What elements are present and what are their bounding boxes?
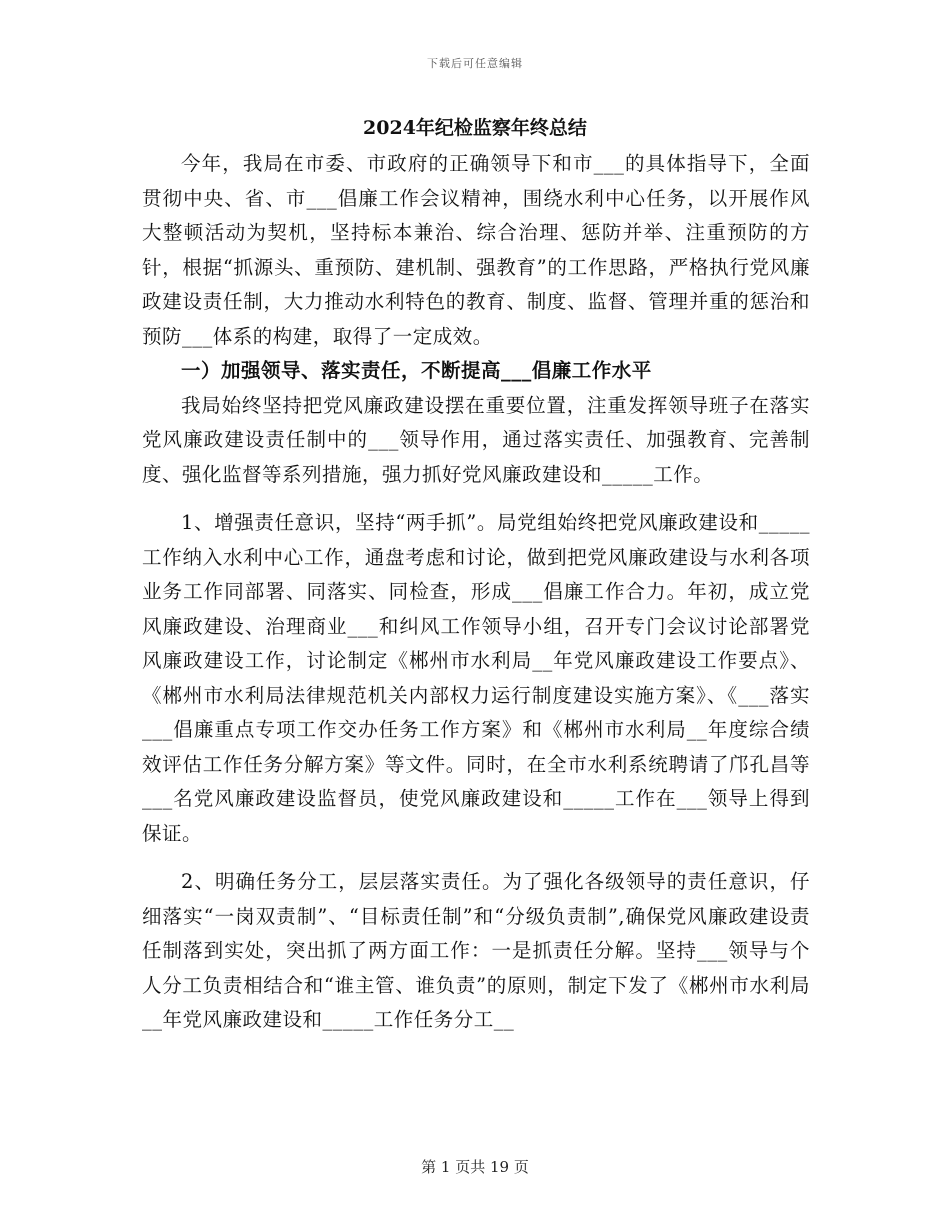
item-1-paragraph: 1、增强责任意识，坚持“两手抓”。局党组始终把党风廉政建设和_____工作纳入水利中心工作，通盘考虑和讨论，做到把党风廉政建设与水利各项业务工作同部署、同落实、同检查，形成___倡廉工作合力。年初，成立党风廉政建设、治理商业___和纠风工作领导小组，召开专门会议讨论部署党风廉政建设工作，讨论制定《郴州市水利局__年党风廉政建设工作要点》、《郴州市水利局法律规范机关内部权力运行制度建设实施方案》、《___落实___倡廉重点专项工作交办任务工作方案》和《郴州市水利局__年度综合绩效评估工作任务分解方案》等文件。同时，在全市水利系统聘请了邝孔昌等___名党风廉政建设监督员，使党风廉政建设和_____工作在___领导上得到保证。 — [142, 511, 810, 845]
section-paragraph: 我局始终坚持把党风廉政建设摆在重要位置，注重发挥领导班子在落实党风廉政建设责任制中的___领导作用，通过落实责任、加强教育、完善制度、强化监督等系列措施，强力抓好党风廉政建设和_____工作。 — [142, 393, 810, 486]
page-number: 第 1 页共 19 页 — [421, 1158, 529, 1176]
section-heading: 一）加强领导、落实责任，不断提高___倡廉工作水平 — [181, 359, 652, 382]
header-note: 下载后可任意编辑 — [427, 57, 523, 70]
item-2-paragraph: 2、明确任务分工，层层落实责任。为了强化各级领导的责任意识，仔细落实“一岗双责制”、“目标责任制”和“分级负责制”,确保党风廉政建设责任制落到实处，突出抓了两方面工作：一是抓责任分解。坚持___领导与个人分工负责相结合和“谁主管、谁负责”的原则，制定下发了《郴州市水利局__年党风廉政建设和_____工作任务分工__ — [142, 870, 810, 1031]
document-body — [142, 147, 810, 1038]
document-title: 2024年纪检监察年终总结 — [363, 117, 587, 139]
intro-paragraph: 今年，我局在市委、市政府的正确领导下和市___的具体指导下，全面贯彻中央、省、市___倡廉工作会议精神，围绕水利中心任务，以开展作风大整顿活动为契机，坚持标本兼治、综合治理、惩防并举、注重预防的方针，根据“抓源头、重预防、建机制、强教育”的工作思路，严格执行党风廉政建设责任制，大力推动水利特色的教育、制度、监督、管理并重的惩治和预防___体系的构建，取得了一定成效。 — [142, 152, 810, 348]
